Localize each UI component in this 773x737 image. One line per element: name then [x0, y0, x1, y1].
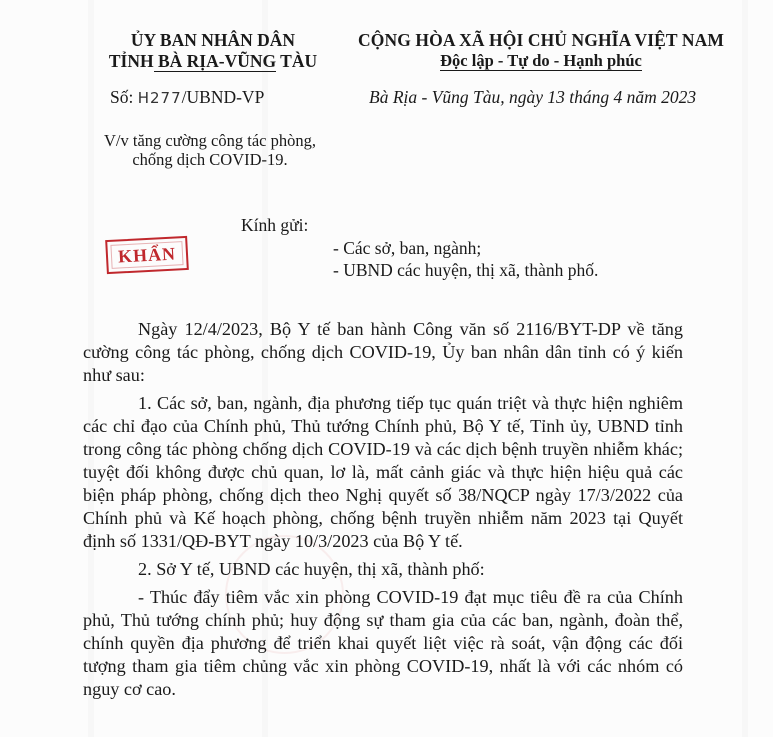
body-paragraph-bullet: - Thúc đẩy tiêm vắc xin phòng COVID-19 đạt mục tiêu đề ra của Chính phủ, Thủ tướng chính phủ; huy động sự tham gia của các ban, ngành, đoàn thể, chính quyền địa phương để triển khai quyết liệt việc rà soát, vận động các đối tượng tham gia tiêm chủng vắc xin phòng COVID-19, nhất là với các nhóm có nguy cơ cao.	[83, 587, 683, 699]
body-paragraph-intro: Ngày 12/4/2023, Bộ Y tế ban hành Công văn số 2116/BYT-DP về tăng cường công tác phòng, chống dịch COVID-19, Ủy ban nhân dân tỉnh có ý kiến như sau:	[83, 319, 683, 385]
recipient-item: - Các sở, ban, ngành;	[333, 238, 482, 258]
document-body	[83, 318, 683, 706]
body-paragraph-item-1: 1. Các sở, ban, ngành, địa phương tiếp tục quán triệt và thực hiện nghiêm các chỉ đạo của Chính phủ, Thủ tướng Chính phủ, Bộ Y tế, Tỉnh ủy, UBND tỉnh trong công tác phòng chống dịch COVID-19 và các dịch bệnh truyền nhiễm khác; tuyệt đối không được chủ quan, lơ là, mất cảnh giác và thực hiện hiệu quả các biện pháp phòng, chống dịch theo Nghị quyết số 38/NQCP ngày 17/3/2022 của Chính phủ và Kế hoạch phòng, chống bệnh truyền nhiễm năm 2023 tại Quyết định số 1331/QĐ-BYT ngày 10/3/2023 của Bộ Y tế.	[83, 393, 683, 551]
urgent-stamp: KHẨN	[105, 236, 189, 274]
authority-suffix: TÀU	[276, 51, 318, 71]
body-paragraph-item-2: 2. Sở Y tế, UBND các huyện, thị xã, thành phố:	[138, 559, 485, 579]
place-date: Bà Rịa - Vũng Tàu, ngày 13 tháng 4 năm 2023	[369, 87, 697, 107]
authority-line-1: ỦY BAN NHÂN DÂN	[130, 30, 296, 50]
doc-number-label: Số:	[110, 87, 138, 107]
nation-title: CỘNG HÒA XÃ HỘI CHỦ NGHĨA VIỆT NAM	[358, 30, 724, 50]
authority-prefix: TỈNH	[108, 51, 154, 71]
national-motto: Độc lập - Tự do - Hạnh phúc	[440, 51, 642, 70]
scan-artifact	[742, 0, 748, 737]
subject-line-1: V/v tăng cường công tác phòng,	[104, 131, 316, 150]
addressee-label: Kính gửi:	[241, 215, 309, 235]
document-number	[110, 87, 264, 108]
recipient-list	[333, 237, 598, 281]
recipient-item: - UBND các huyện, thị xã, thành phố.	[333, 260, 599, 280]
doc-number-suffix: /UBND-VP	[181, 87, 265, 107]
authority-line-2	[102, 51, 324, 72]
authority-underlined: BÀ RỊA-VŨNG	[153, 51, 277, 71]
issuing-authority	[102, 30, 324, 72]
national-header	[345, 30, 737, 71]
handwritten-number: H277	[137, 89, 182, 107]
subject	[90, 131, 330, 169]
subject-line-2: chống dịch COVID-19.	[132, 150, 288, 169]
